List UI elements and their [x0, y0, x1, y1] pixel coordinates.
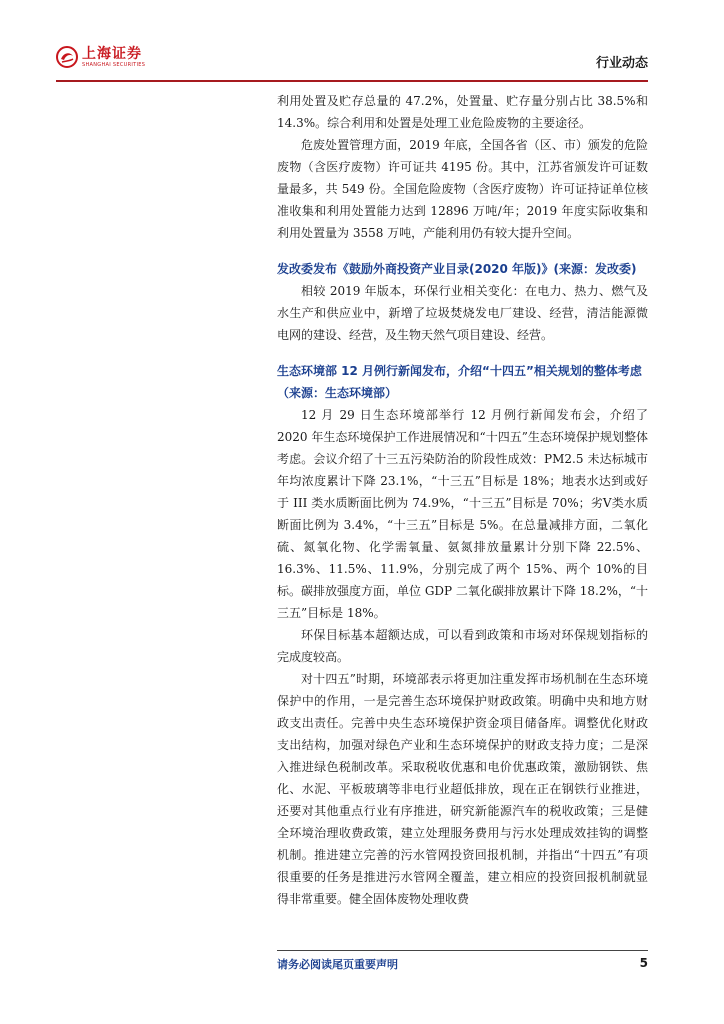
report-type-label: 行业动态: [595, 56, 648, 71]
page-header: [56, 42, 648, 76]
logo-chinese-name: 上海证券: [82, 45, 142, 62]
section-heading-2: 生态环境部 12 月例行新闻发布，介绍“十四五”相关规划的整体考虑（来源：生态环境部）: [277, 364, 642, 400]
paragraph-6: 对十四五”时期，环境部表示将更加注重发挥市场机制在生态环境保护中的作用，一是完善生态环境保护财政政策。明确中央和地方财政支出责任。完善中央生态环境保护资金项目储备库。调整优化财政支出结构，加强对绿色产业和生态环境保护的财政支持力度；二是深入推进绿色税制改革。采取税收优惠和电价优惠政策，激励钢铁、焦化、水泥、平板玻璃等非电行业超低排放，现在正在钢铁行业推进，还要对其他重点行业有序推进，研究新能源汽车的税收政策；三是健全环境治理收费政策，建立处理服务费用与污水处理成效挂钩的调整机制。推进建立完善的污水管网投资回报机制，并指出“十四五”有项很重要的任务是推进污水管网全覆盖，建立相应的投资回报机制就显得非常重要。健全固体废物处理收费: [277, 672, 648, 906]
main-content: [277, 90, 648, 910]
footer-divider: [277, 950, 648, 951]
paragraph-5: 环保目标基本超额达成，可以看到政策和市场对环保规划指标的完成度较高。: [277, 628, 648, 664]
disclaimer-note: 请务必阅读尾页重要声明: [277, 958, 398, 971]
header-divider: [56, 80, 648, 82]
paragraph-3: 相较 2019 年版本，环保行业相关变化：在电力、热力、燃气及水生产和供应业中，新增了垃圾焚烧发电厂建设、经营，清洁能源微电网的建设、经营，及生物天然气项目建设、经营。: [277, 284, 648, 342]
section-heading-1: 发改委发布《鼓励外商投资产业目录(2020 年版)》(来源：发改委): [277, 262, 637, 276]
paragraph-2: 危废处置管理方面，2019 年底，全国各省（区、市）颁发的危险废物（含医疗废物）许可证共 4195 份。其中，江苏省颁发许可证数量最多，共 549 份。全国危险废物（含医疗废物）许可证持证单位核准收集和利用处置能力达到 12896 万吨/年；2019 年度实际收集和利用处置量为 3558 万吨，产能利用仍有较大提升空间。: [277, 138, 648, 240]
company-logo: [56, 46, 145, 68]
logo-english-name: SHANGHAI SECURITIES: [82, 61, 146, 68]
paragraph-4: 12 月 29 日生态环境部举行 12 月例行新闻发布会，介绍了 2020 年生态环境保护工作进展情况和“十四五”生态环境保护规划整体考虑。会议介绍了十三五污染防治的阶段性成效：PM2.5 未达标城市年均浓度累计下降 23.1%，“十三五”目标是 18%；地表水达到或好于 III 类水质断面比例为 74.9%，“十三五”目标是 70%；劣Ⅴ类水质断面比例为 3.4%，“十三五”目标是 5%。在总量减排方面，二氧化硫、氮氧化物、化学需氧量、氨氮排放量累计分别下降 22.5%、16.3%、11.5%、11.9%，分别完成了两个 15%、两个 10%的目标。碳排放强度方面，单位 GDP 二氧化碳排放累计下降 18.2%，“十三五”目标是 18%。: [277, 408, 648, 620]
logo-emblem-icon: [56, 46, 78, 68]
page-number: 5: [639, 956, 648, 970]
paragraph-1: 利用处置及贮存总量的 47.2%，处置量、贮存量分别占比 38.5%和 14.3%。综合利用和处置是处理工业危险废物的主要途径。: [277, 94, 648, 130]
